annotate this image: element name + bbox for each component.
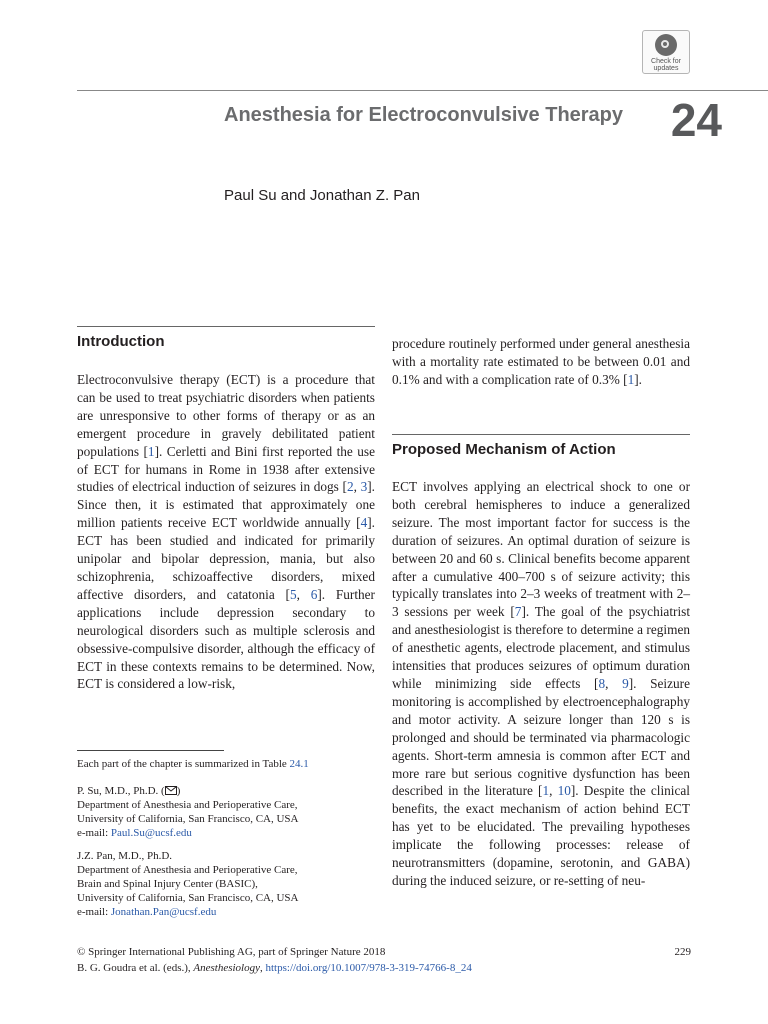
section-rule (392, 434, 690, 435)
check-for-updates-label: Check for updates (651, 58, 681, 72)
chapter-title: Anesthesia for Electroconvulsive Therapy (224, 104, 624, 126)
email-link[interactable]: Jonathan.Pan@ucsf.edu (110, 906, 217, 918)
envelope-icon[interactable] (165, 786, 177, 795)
mechanism-paragraph: ECT involves applying an electrical shock to one or both cerebral hemispheres to induce a generalized seizure. The most important factor for success is the duration of seizures. An optimal duration of seizure is between 20 and 60 s. Clinical benefits become apparent after a cumulative 400–700 s of seizure activity; this typically translates into 2–3 weeks of treatment with 2–3 sessions per week [7]. The goal of the psychiatrist and anesthesiologist is therefore to determine a regimen of anesthetic agents, electrode placement, and stimulus intensities that produces seizures of optimum duration while minimizing side effects [8, 9]. Seizure monitoring is accomplished by electroencephalography and motor activity. A seizure longer than 120 s is prolonged and should be terminated via pharmacologic agents. Short-term amnesia is common after ECT and more rare but serious cognitive dysfunction has been described in the literature [1, 10]. Despite the clinical benefits, the exact mechanism of action behind ECT has yet to be elucidated. The prevailing hypotheses implicate the following processes: release of neurotransmitters (dopamine, serotonin, and GABA) during the induced seizure, or re-setting of neu- (392, 479, 691, 888)
footer-citation: © Springer International Publishing AG, part of Springer Nature 2018 B. G. Goudra et al. (eds.), Anesthesiology, https://doi.org/10.1007/978-3-319-74766-8_24 (77, 946, 472, 974)
introduction-heading: Introduction (77, 333, 165, 350)
citation-link[interactable]: 4 (360, 515, 368, 531)
book-title: Anesthesiology (193, 962, 260, 974)
table-footnote: Each part of the chapter is summarized in Table 24.1 (77, 758, 309, 770)
check-for-updates-icon (655, 34, 677, 56)
citation-link[interactable]: 1 (147, 443, 155, 459)
citation-link[interactable]: 5 (289, 586, 297, 602)
footnote-rule (77, 750, 224, 751)
author-info-pan: J.Z. Pan, M.D., Ph.D. Department of Anesthesia and Perioperative Care, Brain and Spinal Injury Center (BASIC), University of California, San Francisco, CA, USA e-mail: Jonathan.Pan@ucsf.edu (77, 850, 299, 918)
introduction-paragraph: Electroconvulsive therapy (ECT) is a procedure that can be used to treat psychiatric disorders when patients are unresponsive to other forms of therapy or as an emergent procedure in gravely debilitated patient populations [1]. Cerletti and Bini first reported the use of ECT for humans in Rome in 1938 after extensive studies of electrical induction of seizures in dogs [2, 3]. Since then, it is estimated that approximately one million patients receive ECT worldwide annually [4]. ECT has been studied and indicated for primarily unipolar and bipolar depression, mania, but also schizophrenia, schizoaffective disorders, mixed affective disorders, and catatonia [5, 6]. Further applications include depression secondary to neurological disorders such as multiple sclerosis and obsessive-compulsive disorder, although the efficacy of ECT in these contexts remains to be determined. Now, ECT is considered a low-risk, (77, 372, 375, 692)
author-info-su: P. Su, M.D., Ph.D. ( ) Department of Anesthesia and Perioperative Care, University of California, San Francisco, CA, USA e-mail: Paul.Su@ucsf.edu (77, 785, 299, 839)
section-rule (77, 326, 375, 327)
citation-link[interactable]: 2 (346, 479, 354, 495)
citation-link[interactable]: 1 (627, 371, 635, 387)
email-link[interactable]: Paul.Su@ucsf.edu (110, 827, 192, 839)
check-for-updates-badge[interactable] (642, 30, 690, 74)
chapter-authors: Paul Su and Jonathan Z. Pan (224, 187, 420, 204)
page-number: 229 (674, 946, 691, 958)
citation-link[interactable]: 6 (310, 586, 318, 602)
citation-link[interactable]: 10 (557, 783, 571, 799)
citation-link[interactable]: 8 (598, 675, 606, 691)
chapter-number: 24 (670, 94, 722, 146)
mechanism-heading: Proposed Mechanism of Action (392, 441, 616, 458)
header-rule (77, 90, 768, 91)
table-link[interactable]: 24.1 (289, 758, 309, 770)
citation-link[interactable]: 9 (622, 675, 629, 691)
citation-link[interactable]: 1 (542, 783, 550, 799)
doi-link[interactable]: https://doi.org/10.1007/978-3-319-74766-8_24 (265, 962, 472, 974)
citation-link[interactable]: 3 (360, 479, 368, 495)
introduction-continued-paragraph: procedure routinely performed under general anesthesia with a mortality rate estimated to be between 0.01 and 0.1% and with a complication rate of 0.3% [1]. (392, 336, 690, 387)
citation-link[interactable]: 7 (514, 604, 522, 620)
